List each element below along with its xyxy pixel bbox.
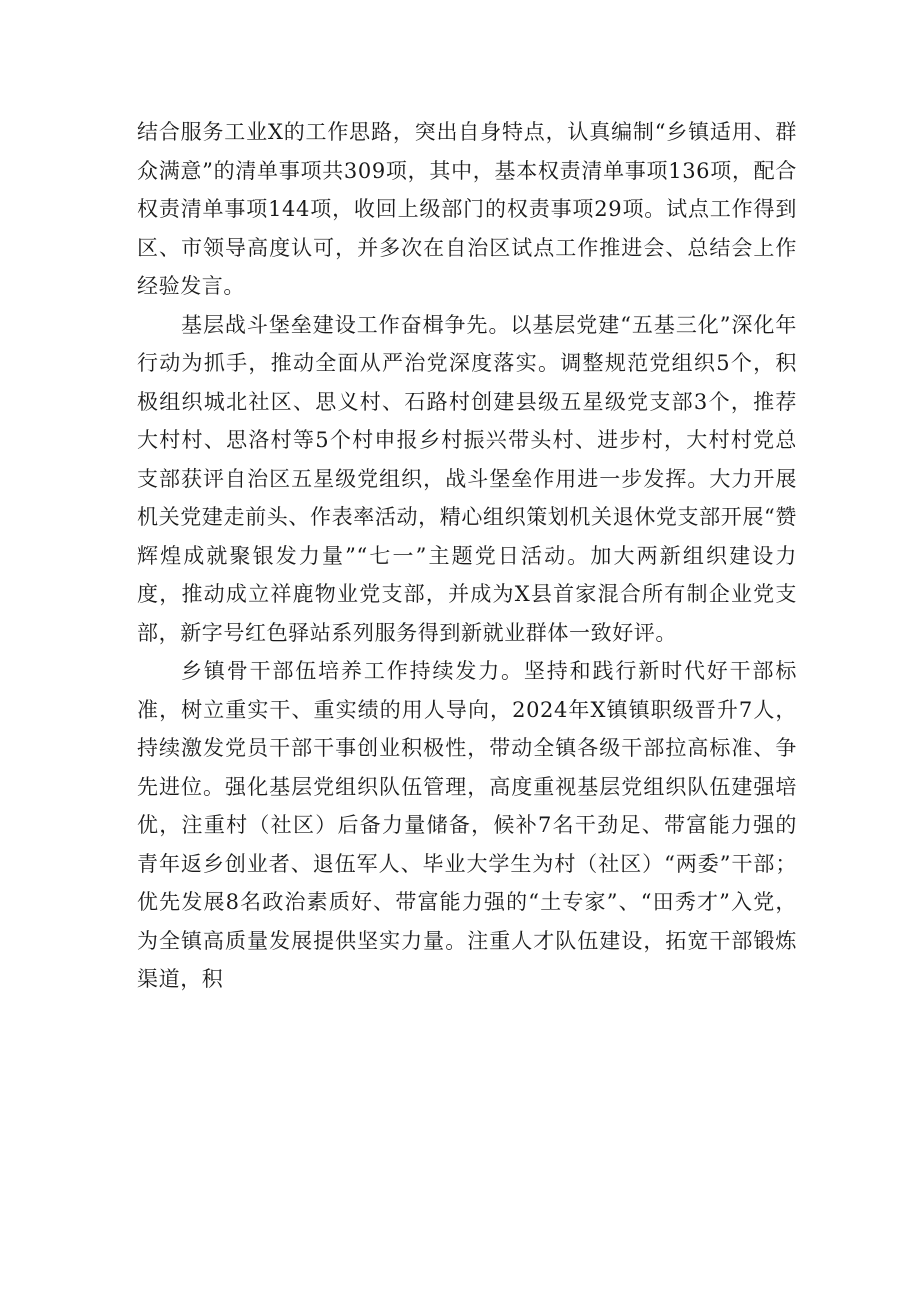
paragraph-continuation: 结合服务工业X的工作思路，突出自身特点，认真编制“乡镇适用、群众满意”的清单事项共309项，其中，基本权责清单事项136项，配合权责清单事项144项，收回上级部门的权责事项29项。试点工作得到区、市领导高度认可，并多次在自治区试点工作推进会、总结会上作经验发言。 [137,120,797,298]
paragraph-cadre-training: 乡镇骨干部伍培养工作持续发力。坚持和践行新时代好干部标准，树立重实干、重实绩的用人导向，2024年X镇镇职级晋升7人，持续激发党员干部干事创业积极性，带动全镇各级干部拉高标准、争先进位。强化基层党组织队伍管理，高度重视基层党组织队伍建强培优，注重村（社区）后备力量储备，候补7名干劲足、带富能力强的青年返乡创业者、退伍军人、毕业大学生为村（社区）“两委”干部；优先发展8名政治素质好、带富能力强的“土专家”、“田秀才”入党，为全镇高质量发展提供坚实力量。注重人才队伍建设，拓宽干部锻炼渠道，积 [137,659,797,991]
document-body [137,113,797,999]
paragraph-grassroots-fortress: 基层战斗堡垒建设工作奋楫争先。以基层党建“五基三化”深化年行动为抓手，推动全面从严治党深度落实。调整规范党组织5个，积极组织城北社区、思义村、石路村创建县级五星级党支部3个，推荐大村村、思洛村等5个村申报乡村振兴带头村、进步村，大村村党总支部获评自治区五星级党组织，战斗堡垒作用进一步发挥。大力开展机关党建走前头、作表率活动，精心组织策划机关退休党支部开展“赞辉煌成就聚银发力量”“七一”主题党日活动。加大两新组织建设力度，推动成立祥鹿物业党支部，并成为X县首家混合所有制企业党支部，新字号红色驿站系列服务得到新就业群体一致好评。 [137,312,797,645]
